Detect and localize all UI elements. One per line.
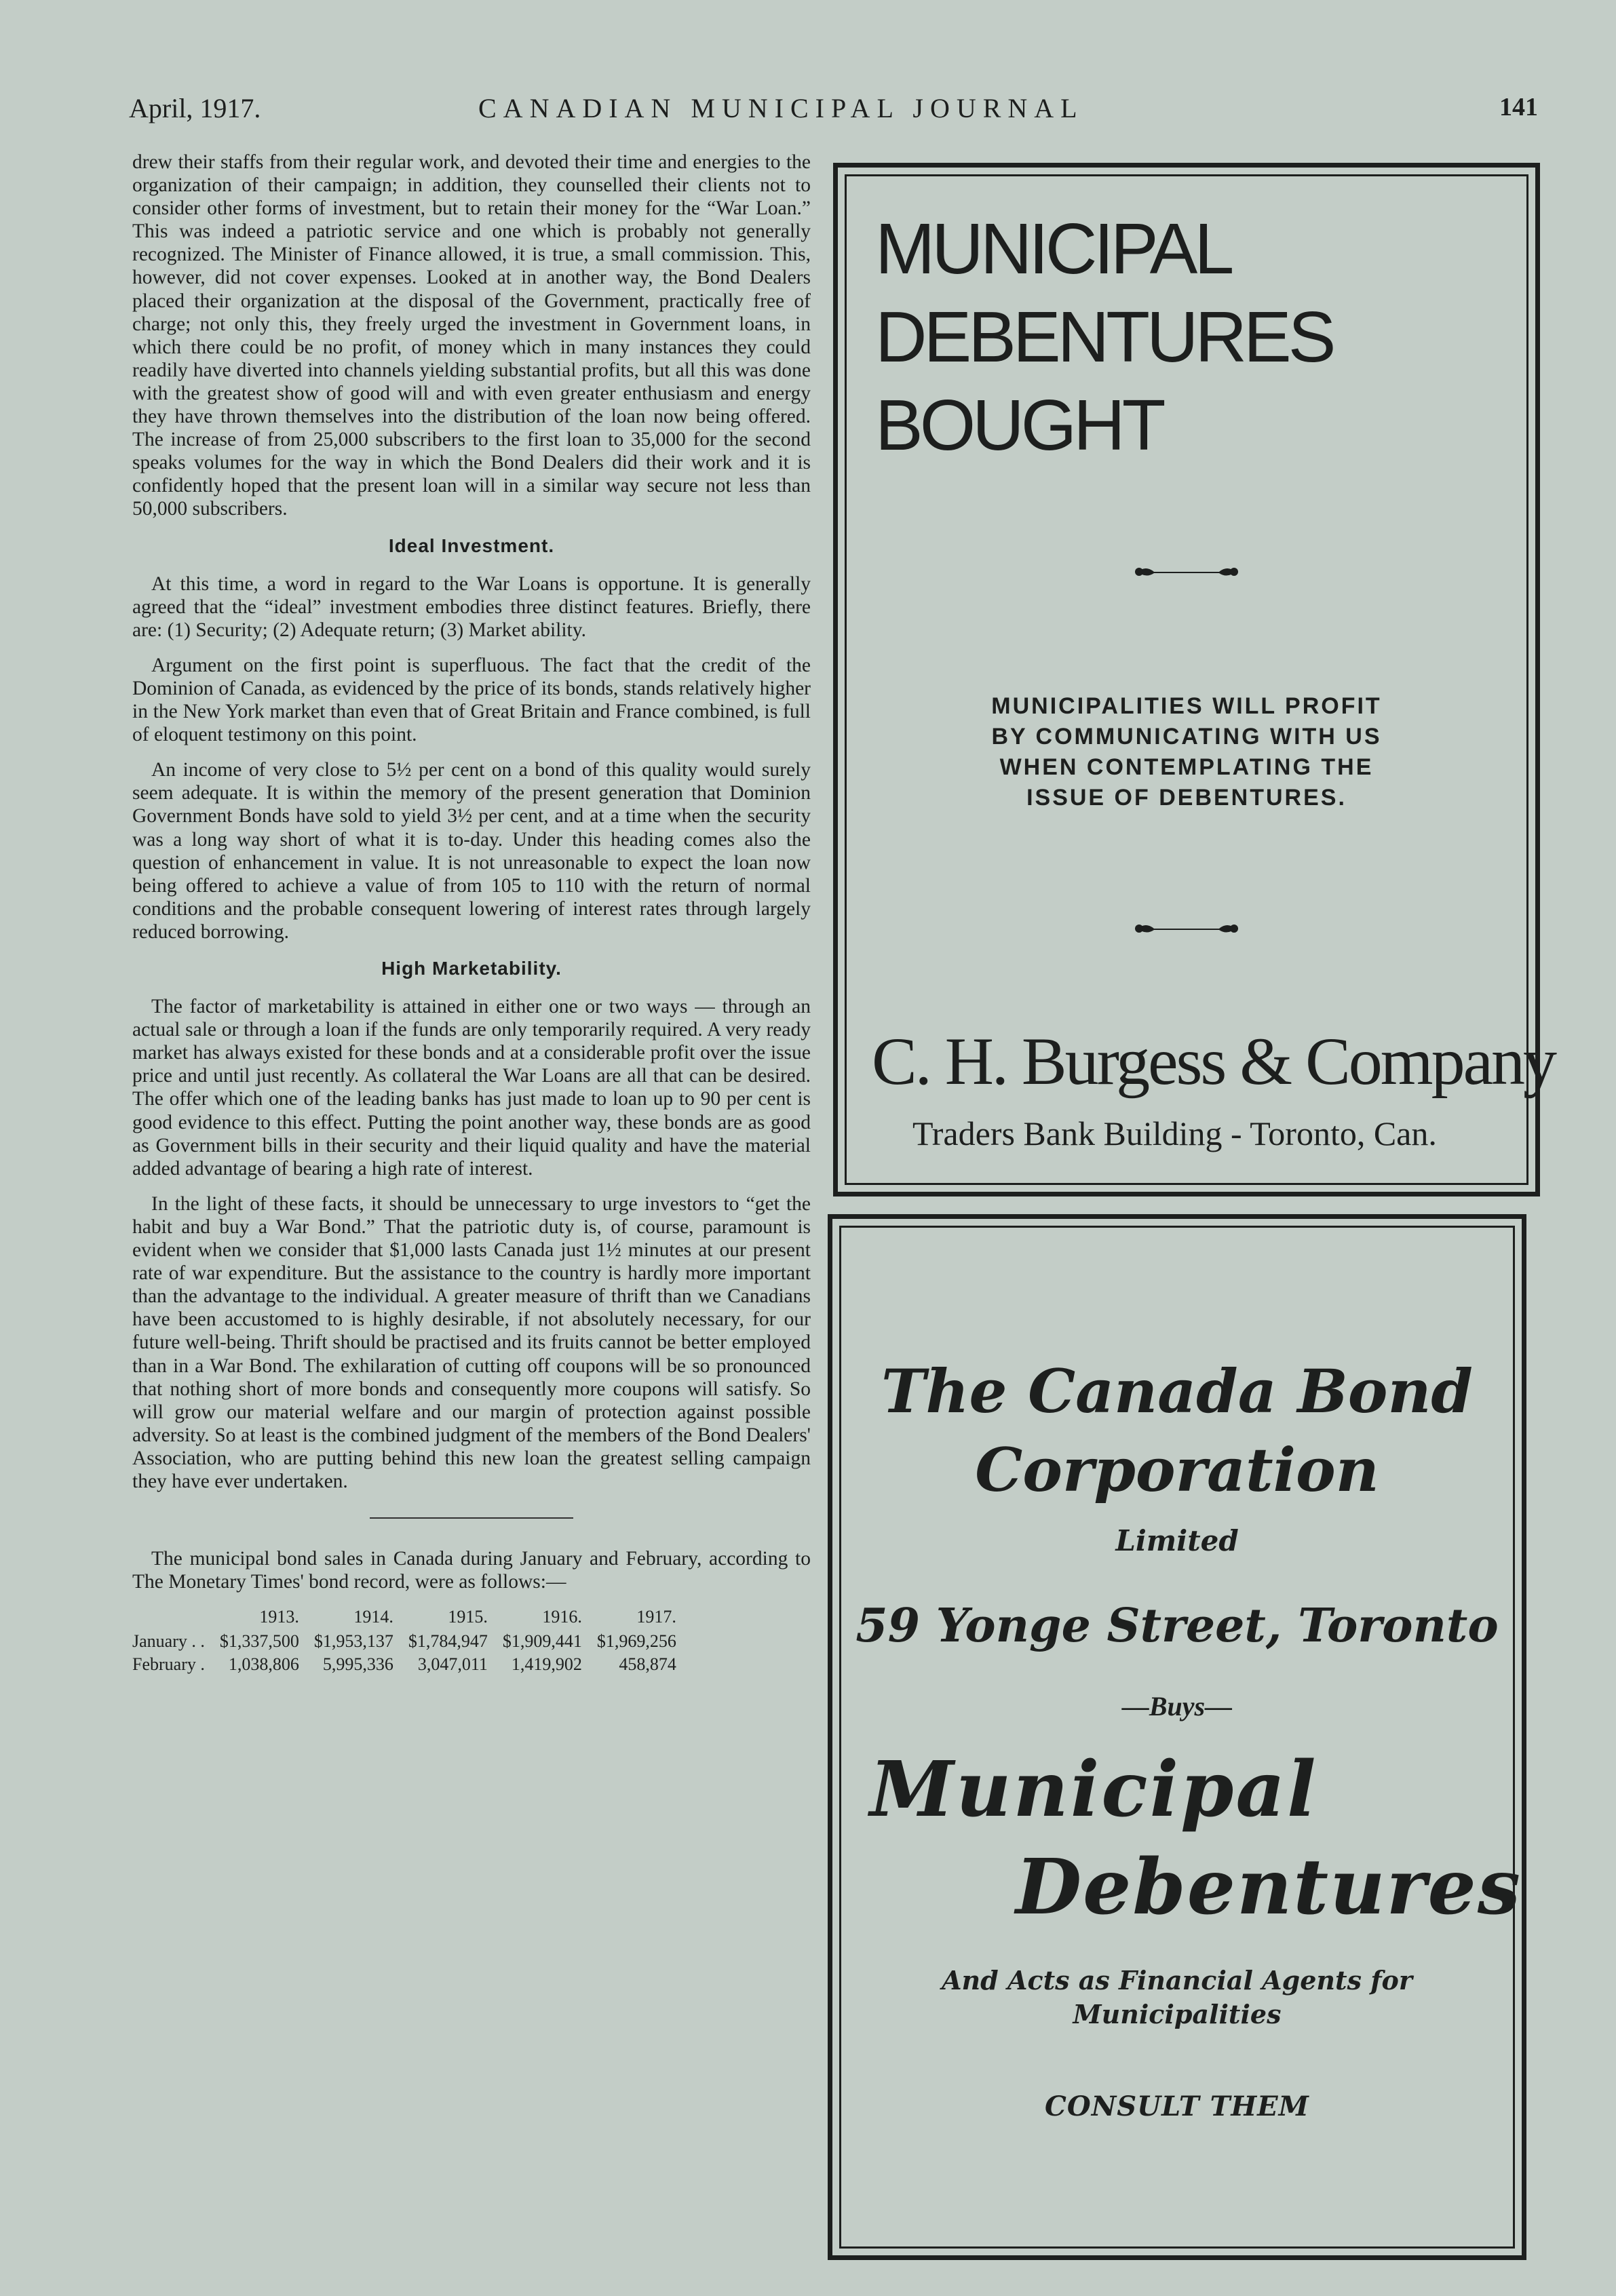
burgess-advertisement xyxy=(833,163,1555,1196)
product-line: Debentures xyxy=(1016,1843,1522,1932)
section-divider xyxy=(370,1517,573,1519)
month-cell: January . . xyxy=(132,1631,205,1652)
message-line: ISSUE OF DEBENTURES. xyxy=(1026,785,1347,811)
month-cell: February . xyxy=(132,1654,205,1675)
headline-line: DEBENTURES xyxy=(875,297,1333,377)
company-address: 59 Yonge Street, Toronto xyxy=(855,1599,1499,1653)
canada-bond-advertisement xyxy=(828,1214,1526,2260)
value-cell: 3,047,011 xyxy=(417,1654,488,1675)
year-header: 1916. xyxy=(542,1607,582,1627)
table-row xyxy=(132,1653,676,1676)
table-corner xyxy=(132,1606,205,1630)
value-cell: $1,969,256 xyxy=(596,1631,676,1652)
ornament-flourish-icon xyxy=(838,915,1535,945)
services-line: And Acts as Financial Agents for xyxy=(942,1965,1412,1996)
year-header: 1913. xyxy=(259,1607,299,1627)
message-line: BY COMMUNICATING WITH US xyxy=(991,724,1382,750)
article-paragraph: In the light of these facts, it should be unnecessary to urge investors to “get the habit and buy a War Bond.” That the patriotic duty is, of course, paramount is evident when we consider that $1,000 lasts Canada just 1½ minutes at our present rate of war expenditure. But the assistance to the country is hardly more important than the advantage to the individual. A greater measure of thrift than we Canadians have been accustomed to is highly desirable, if not absolutely necessary, for our future well-being. Thrift should be practised and its fruits cannot be better employed than in a War Bond. The exhilaration of cutting off coupons will be so pronounced that nothing short of more bonds and consequently more coupons will satisfy. So will grow our material welfare and our margin of protection against possible adversity. So at least is the combined judgment of the members of the Bond Dealers' Association, who are putting behind this new loan the greatest selling campaign they have ever undertaken. xyxy=(132,1192,811,1492)
article-paragraph: At this time, a word in regard to the War Loans is opportune. It is generally agreed that the “ideal” investment embodies three distinct features. Briefly, there are: (1) Security; (2) Adequate return; (3) Market ability. xyxy=(132,572,811,641)
article-paragraph: The municipal bond sales in Canada during January and February, according to The Monetary Times' bond record, were as follows:— xyxy=(132,1548,811,1593)
article-column xyxy=(132,151,811,1676)
value-cell: 1,038,806 xyxy=(228,1654,299,1675)
company-address: Traders Bank Building - Toronto, Can. xyxy=(912,1114,1437,1152)
page-number: 141 xyxy=(1499,93,1538,121)
buys-label: —Buys— xyxy=(1121,1691,1233,1721)
product-line: Municipal xyxy=(870,1745,1318,1834)
company-name: C. H. Burgess & Company xyxy=(872,1024,1555,1099)
value-cell: $1,909,441 xyxy=(502,1631,582,1652)
company-name-line: The Canada Bond xyxy=(881,1356,1473,1426)
section-heading: High Marketability. xyxy=(381,958,562,979)
value-cell: 5,995,336 xyxy=(322,1654,393,1675)
ornament-flourish-icon xyxy=(838,558,1535,588)
value-cell: 1,419,902 xyxy=(511,1654,582,1675)
bond-sales-table xyxy=(132,1606,676,1676)
value-cell: $1,784,947 xyxy=(408,1631,488,1652)
section-heading: Ideal Investment. xyxy=(388,534,555,556)
header-date: April, 1917. xyxy=(129,93,261,123)
value-cell: $1,953,137 xyxy=(313,1631,393,1652)
article-paragraph: The factor of marketability is attained in either one or two ways — through an actual sale or through a loan if the funds are only temporarily required. A very ready market has always existed for these bonds and at a considerable profit over the issue price and until just recently. As collateral the War Loans are all that can be desired. The offer which one of the leading banks has just made to loan up to 90 per cent is good evidence to this effect. Putting the point another way, these bonds are as good as Government bills in their security and their liquid quality and have the material added advantage of bearing a high rate of interest. xyxy=(132,996,811,1180)
message-line: MUNICIPALITIES WILL PROFIT xyxy=(991,693,1382,719)
table-row xyxy=(132,1630,676,1653)
company-limited: Limited xyxy=(1115,1524,1239,1557)
services-line: Municipalities xyxy=(1073,1999,1282,2029)
table-header-row xyxy=(132,1606,676,1630)
article-paragraph: Argument on the first point is superfluous. The fact that the credit of the Dominion of Canada, as evidenced by the price of its bonds, stands relatively higher in the New York market than even that of Great Britain and France combined, is full of eloquent testimony on this point. xyxy=(132,654,811,746)
headline-line: MUNICIPAL xyxy=(875,209,1231,289)
company-name-line: Corporation xyxy=(975,1435,1379,1505)
ad-headline xyxy=(875,205,1332,469)
article-paragraph: An income of very close to 5½ per cent on a bond of this quality would surely seem adequate. It is within the memory of the present generation that Dominion Government Bonds have sold to yield 3½ per cent, and at a time when the security was a long way short of what it is to-day. Under this heading comes also the question of enhancement in value. It is not unreasonable to expect the loan now being offered to achieve a value of from 105 to 110 with the return of normal conditions and the probable consequent lowering of interest rates through largely reduced borrowing. xyxy=(132,759,811,943)
journal-title: CANADIAN MUNICIPAL JOURNAL xyxy=(478,93,1084,123)
value-cell: 458,874 xyxy=(619,1654,676,1675)
year-header: 1917. xyxy=(636,1607,676,1627)
article-paragraph: drew their staffs from their regular work, and devoted their time and energies to the organization of their campaign; in addition, they counselled their clients not to consider other forms of investment, but to retain their money for the “War Loan.” This was indeed a patriotic service and one which is probably not generally recognized. The Minister of Finance allowed, it is true, a small commission. This, however, did not cover expenses. Looked at in another way, the Bond Dealers placed their organization at the disposal of the Government, practically free of charge; not only this, they freely urged the investment in Government loans, in which there could be no profit, of money which in many instances they could readily have diverted into channels yielding substantial profits, but all this was done with the greatest show of good will and with even greater enthusiasm and energy they have thrown themselves into the distribution of the loan now being offered. The increase of from 25,000 subscribers to the first loan to 35,000 for the second speaks volumes for the way in which the Bond Dealers did their work and it is confidently hoped that the present loan will in a similar way secure not less than 50,000 subscribers. xyxy=(132,151,811,520)
call-to-action: CONSULT THEM xyxy=(1045,2090,1309,2122)
message-line: WHEN CONTEMPLATING THE xyxy=(999,754,1374,780)
year-header: 1914. xyxy=(353,1607,393,1627)
ad-message xyxy=(838,691,1535,813)
value-cell: $1,337,500 xyxy=(219,1631,299,1652)
headline-line: BOUGHT xyxy=(875,385,1163,465)
year-header: 1915. xyxy=(448,1607,488,1627)
